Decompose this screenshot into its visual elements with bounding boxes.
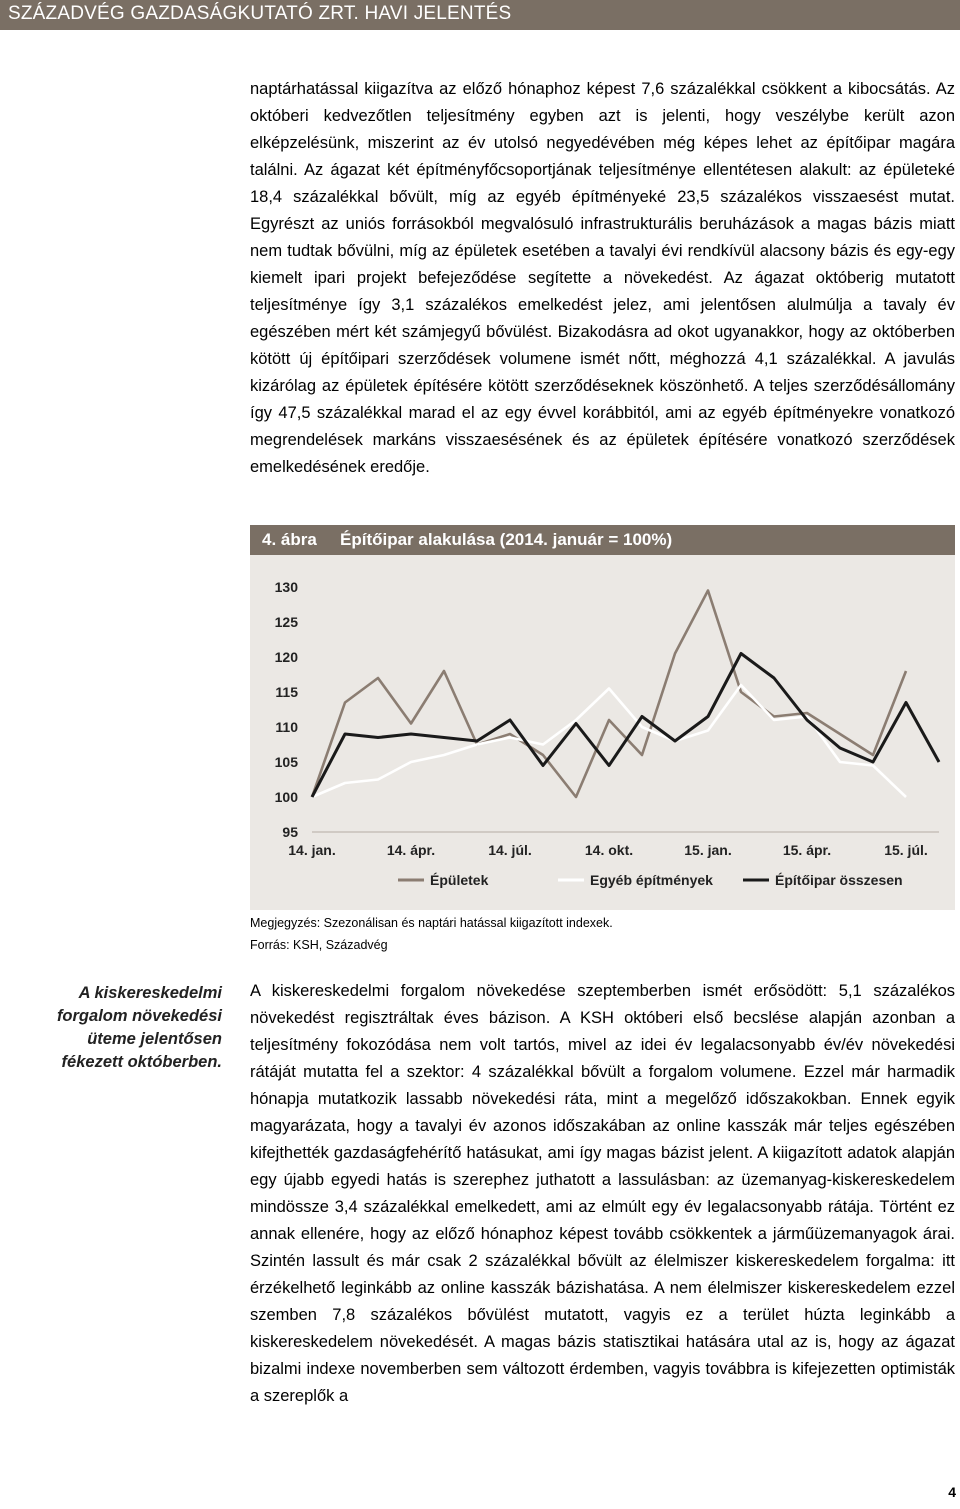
x-tick-label: 15. ápr. (782, 842, 832, 858)
construction-chart-panel (250, 555, 955, 910)
legend-label: Egyéb építmények (590, 872, 713, 888)
series-line (312, 654, 939, 798)
x-tick-label: 14. ápr. (386, 842, 436, 858)
y-tick-label: 100 (274, 789, 298, 805)
legend-label: Épületek (430, 872, 489, 888)
x-tick-label: 14. okt. (584, 842, 634, 858)
x-tick-label: 14. júl. (488, 842, 532, 858)
report-header-title: SZÁZADVÉG GAZDASÁGKUTATÓ ZRT. HAVI JELENTÉS (8, 3, 512, 24)
figure-caption-bar (250, 525, 955, 555)
figure-title: Építőipar alakulása (2014. január = 100%) (340, 530, 673, 549)
x-tick-label: 15. jan. (684, 842, 732, 858)
figure-number: 4. ábra (262, 530, 317, 549)
body-paragraph-retail: A kiskereskedelmi forgalom növekedése szeptemberben ismét erősödött: 5,1 százalékos növekedést regisztráltak éves bázison. A KSH októberi első becslése alapján azonban a teljesítmény fokozódása nem volt tartós, mivel az idei év legalacsonyabb év/év növekedési rátáját mutatta fel a szektor: 4 százalékkal bővült a forgalom volumene. Ezzel már harmadik hónapja mutatkozik lassabb növekedési ráta, mint a megelőző időszakokban. Ennek egyik magyarázata, hogy a tavalyi év azonos időszakában az online kasszák már teljes egészében kifejthették gazdaságfehérítő hatásukat, ami így magas bázist jelent. A kiigazított adatok alapján egy újabb egyedi hatás is szerephez juthatott a lassulásban: az üzemanyag-kiskereskedelem mindössze 3,4 százalékkal emelkedett, ami az elmúlt egy év legalacsonyabb rátája. Történt ez annak ellenére, hogy az előző hónaphoz képest tovább csökkentek a járműüzemanyagok árai. Szintén lassult és már csak 2 százalékkal bővült az élelmiszer kiskereskedelem forgalma: itt érzékelhető leginkább az online kasszák bázishatása. A nem élelmiszer kiskereskedelem ezzel szemben 7,8 százalékos bővülést mutatott, vagyis ez a terület húzta leginkább a kiskereskedelem növekedését. A magas bázis statisztikai hatására utal az is, hogy az ágazat bizalmi indexe novemberben sem változott érdemben, vagyis továbbra is kifejezetten optimisták a szereplők a (250, 982, 955, 1405)
report-header (0, 0, 960, 30)
construction-line-chart (250, 555, 955, 910)
body-paragraph-construction: naptárhatással kiigazítva az előző hónaphoz képest 7,6 százalékkal csökkent a kibocsátás. Az októberi kedvezőtlen teljesítmény egyben azt is jelenti, hogy veszélybe került azon elképzelésünk, miszerint az év utolsó negyedévében még képes lehet az építőipar magára találni. Az ágazat két építményfőcsoportjának teljesítménye ellentétesen alakult: az épületeké 18,4 százalékkal bővült, míg az egyéb építményeké 23,5 százalékos visszaesést mutat. Egyrészt az uniós forrásokból megvalósuló infrastrukturális beruházások a magas bázis miatt nem tudtak bővülni, míg az épületek esetében a tavalyi évi rendkívül alacsony bázis és egy-egy kiemelt ipari projekt befejeződése segítette a növekedést. Az ágazat októberig mutatott teljesítménye így 3,1 százalékos emelkedést jelez, ami jelentősen alulmúlja a tavaly év egészében mért két számjegyű bővülést. Bizakodásra ad okot ugyanakkor, hogy az októberben kötött új építőipari szerződések volumene ismét nőtt, méghozzá 4,1 százalékkal. A javulás kizárólag az épületek építésére kötött szerződéseknek köszönhető. A teljes szerződésállomány így 47,5 százalékkal marad el az egy évvel korábbitól, ami az egyéb építményekre vonatkozó megrendelések markáns visszaesésének és az épületek építésére vonatkozó szerződések emelkedésének eredője. (250, 80, 955, 476)
x-tick-label: 15. júl. (884, 842, 928, 858)
y-tick-label: 115 (275, 684, 298, 700)
y-tick-label: 105 (274, 754, 298, 770)
figure-note: Megjegyzés: Szezonálisan és naptári hatással kiigazított indexek. (250, 916, 613, 930)
series-line (312, 685, 906, 797)
y-tick-label: 95 (282, 824, 298, 840)
y-tick-label: 125 (274, 614, 298, 630)
y-tick-label: 110 (275, 719, 298, 735)
legend-label: Építőipar összesen (775, 872, 903, 888)
figure-source: Forrás: KSH, Századvég (250, 938, 388, 952)
y-tick-label: 130 (274, 579, 298, 595)
page-number: 4 (948, 1484, 956, 1500)
x-tick-label: 14. jan. (288, 842, 336, 858)
y-tick-label: 120 (274, 649, 298, 665)
sidebar-highlight-note: A kiskereskedelmi forgalom növekedési üteme jelentősen fékezett októberben. (56, 984, 222, 1071)
